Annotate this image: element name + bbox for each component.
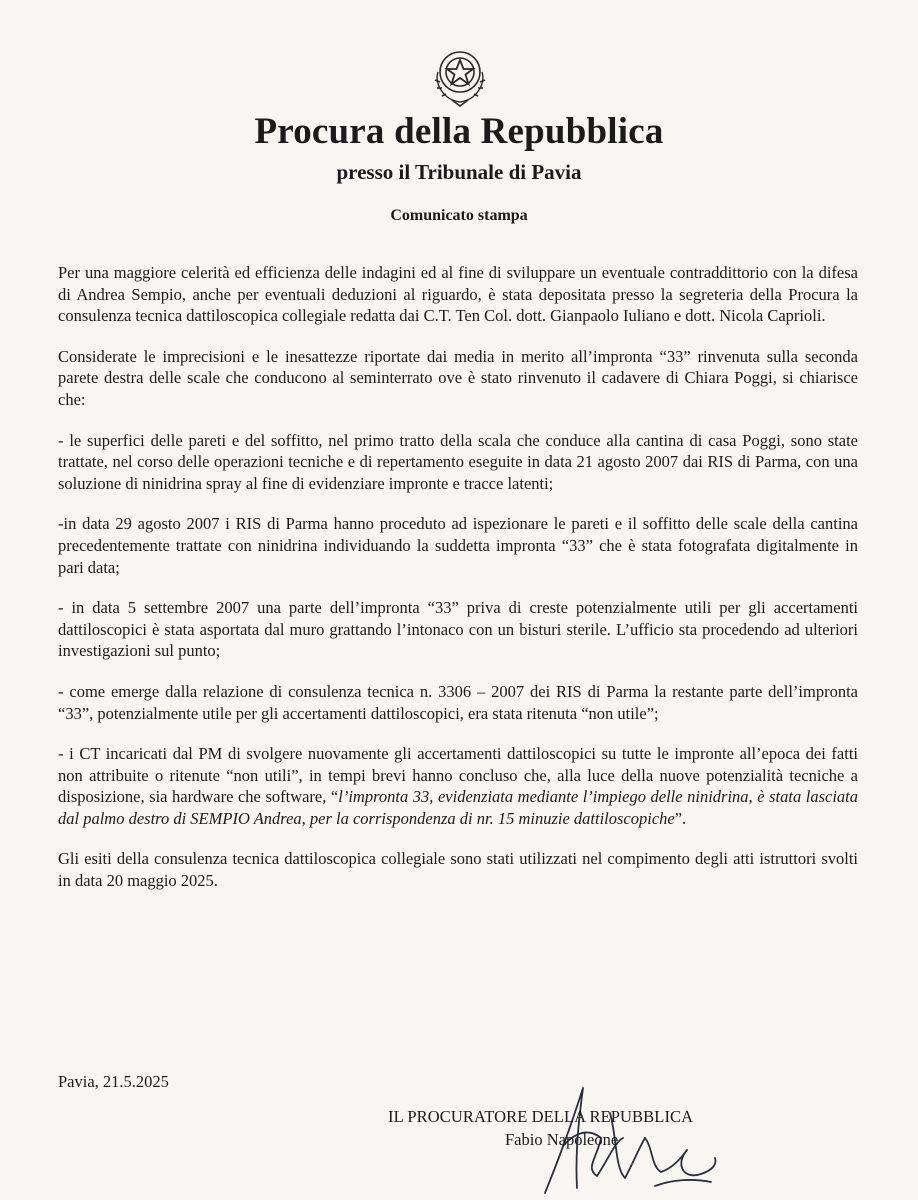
paragraph-point-5-text: - i CT incaricati dal PM di svolgere nuovamente gli accertamenti dattiloscopici su tutte le impronte all’epoca dei fatti non attribuite o ritenute “non utili”, in tempi brevi hanno concluso che, alla luce della nuove potenzialità tecniche a disposizione, sia hardware che software, “ xyxy=(58,744,858,807)
signatory-name: Fabio Napoleone xyxy=(505,1130,619,1149)
document-body xyxy=(58,262,858,911)
paragraph-point-2: -in data 29 agosto 2007 i RIS di Parma hanno proceduto ad ispezionare le pareti e il soffitto delle scale della cantina precedentemente trattate con ninidrina individuando la suddetta impronta “33” che è stata fotografata digitalmente in pari data; xyxy=(58,514,858,577)
paragraph-point-5-end: ”. xyxy=(674,808,687,828)
press-release-heading: Comunicato stampa xyxy=(390,207,528,224)
paragraph-point-5 xyxy=(58,743,858,829)
paragraph-point-5-quote: l’impronta 33, evidenziata mediante l’impiego delle ninidrina, è stata lasciata dal palmo destro di SEMPIO Andrea, per la corrispondenza di nr. 15 minuzie dattiloscopiche xyxy=(58,787,859,828)
paragraph-point-1: - le superfici delle pareti e del soffitto, nel primo tratto della scala che conduce alla cantina di casa Poggi, sono state trattate, nel corso delle operazioni tecniche e di repertamento eseguite in data 21 agosto 2007 dai RIS di Parma, con una soluzione di ninidrina spray al fine di evidenziare impronte e tracce latenti; xyxy=(58,430,858,493)
page-subtitle: presso il Tribunale di Pavia xyxy=(336,160,582,184)
paragraph-context: Considerate le imprecisioni e le inesattezze riportate dai media in merito all’impronta “33” rinvenuta sulla seconda parete destra delle scale che conducono al seminterrato ove è stato rinvenuto il cadavere di Chiara Poggi, si chiarisce che: xyxy=(58,346,858,409)
paragraph-point-4: - come emerge dalla relazione di consulenza tecnica n. 3306 – 2007 dei RIS di Parma la restante parte dell’impronta “33”, potenzialmente utile per gli accertamenti dattiloscopici, era stata ritenuta “non utile”; xyxy=(58,681,858,723)
signatory-title: IL PROCURATORE DELLA REPUBBLICA xyxy=(388,1107,694,1126)
paragraph-point-3: - in data 5 settembre 2007 una parte dell’impronta “33” priva di creste potenzialmente utili per gli accertamenti dattiloscopici è stata asportata dal muro grattando l’intonaco con un bisturi sterile. L’ufficio sta procedendo ad ulteriori investigazioni sul punto; xyxy=(58,598,858,661)
page-title: Procura della Repubblica xyxy=(254,111,664,152)
italian-republic-emblem-icon xyxy=(424,38,496,110)
place-date: Pavia, 21.5.2025 xyxy=(58,1072,169,1091)
paragraph-intro: Per una maggiore celerità ed efficienza delle indagini ed al fine di sviluppare un eventuale contraddittorio con la difesa di Andrea Sempio, anche per eventuali deduzioni al riguardo, è stata depositata presso la segreteria della Procura la consulenza tecnica dattiloscopica collegiale redatta dai C.T. Ten Col. dott. Gianpaolo Iuliano e dott. Nicola Caprioli. xyxy=(58,263,858,326)
paragraph-conclusion: Gli esiti della consulenza tecnica dattiloscopica collegiale sono stati utilizzati nel compimento degli atti istruttori svolti in data 20 maggio 2025. xyxy=(58,849,858,891)
